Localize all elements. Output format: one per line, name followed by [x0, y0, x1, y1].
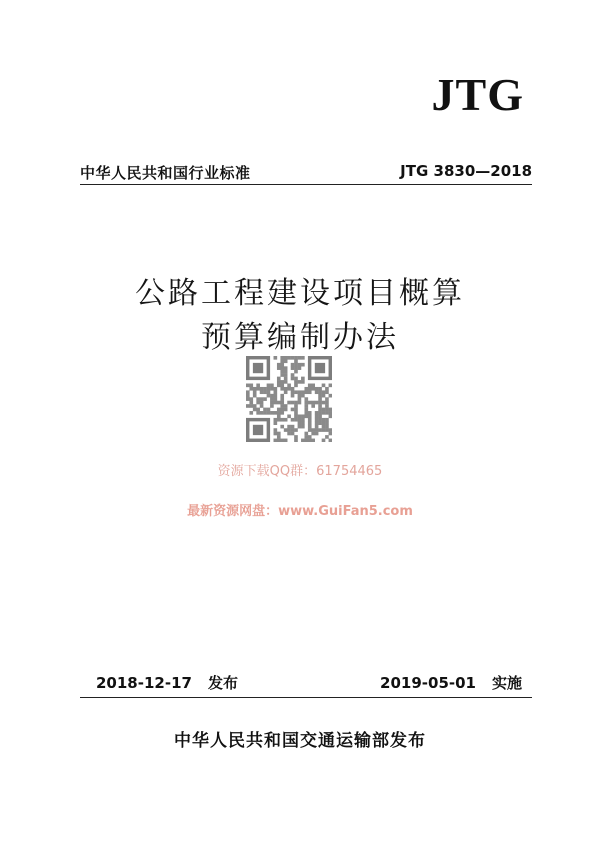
footer-rule: [80, 697, 532, 698]
qr-code: [246, 356, 332, 442]
qr-code-graphic: [246, 356, 332, 442]
publish-info: [96, 672, 238, 693]
watermark-website: 最新资源网盘：www.GuiFan5.com: [187, 504, 413, 519]
standard-header: [80, 160, 532, 184]
document-title-line1: 公路工程建设项目概算: [135, 276, 465, 311]
publish-date: 2018-12-17: [96, 674, 192, 692]
jtg-logo: JTG: [431, 69, 524, 120]
watermark-qq-group: 资源下载QQ群：61754465: [217, 464, 383, 479]
implement-date: 2019-05-01: [380, 674, 476, 692]
standard-category: 中华人民共和国行业标准: [80, 164, 251, 182]
implement-label: 实施: [491, 674, 522, 692]
header-rule: [80, 184, 532, 185]
document-title-line2: 预算编制办法: [201, 320, 399, 355]
publisher: 中华人民共和国交通运输部发布: [174, 731, 426, 751]
implement-info: [380, 672, 522, 693]
standard-code: JTG 3830—2018: [400, 162, 532, 180]
publish-label: 发布: [207, 674, 238, 692]
